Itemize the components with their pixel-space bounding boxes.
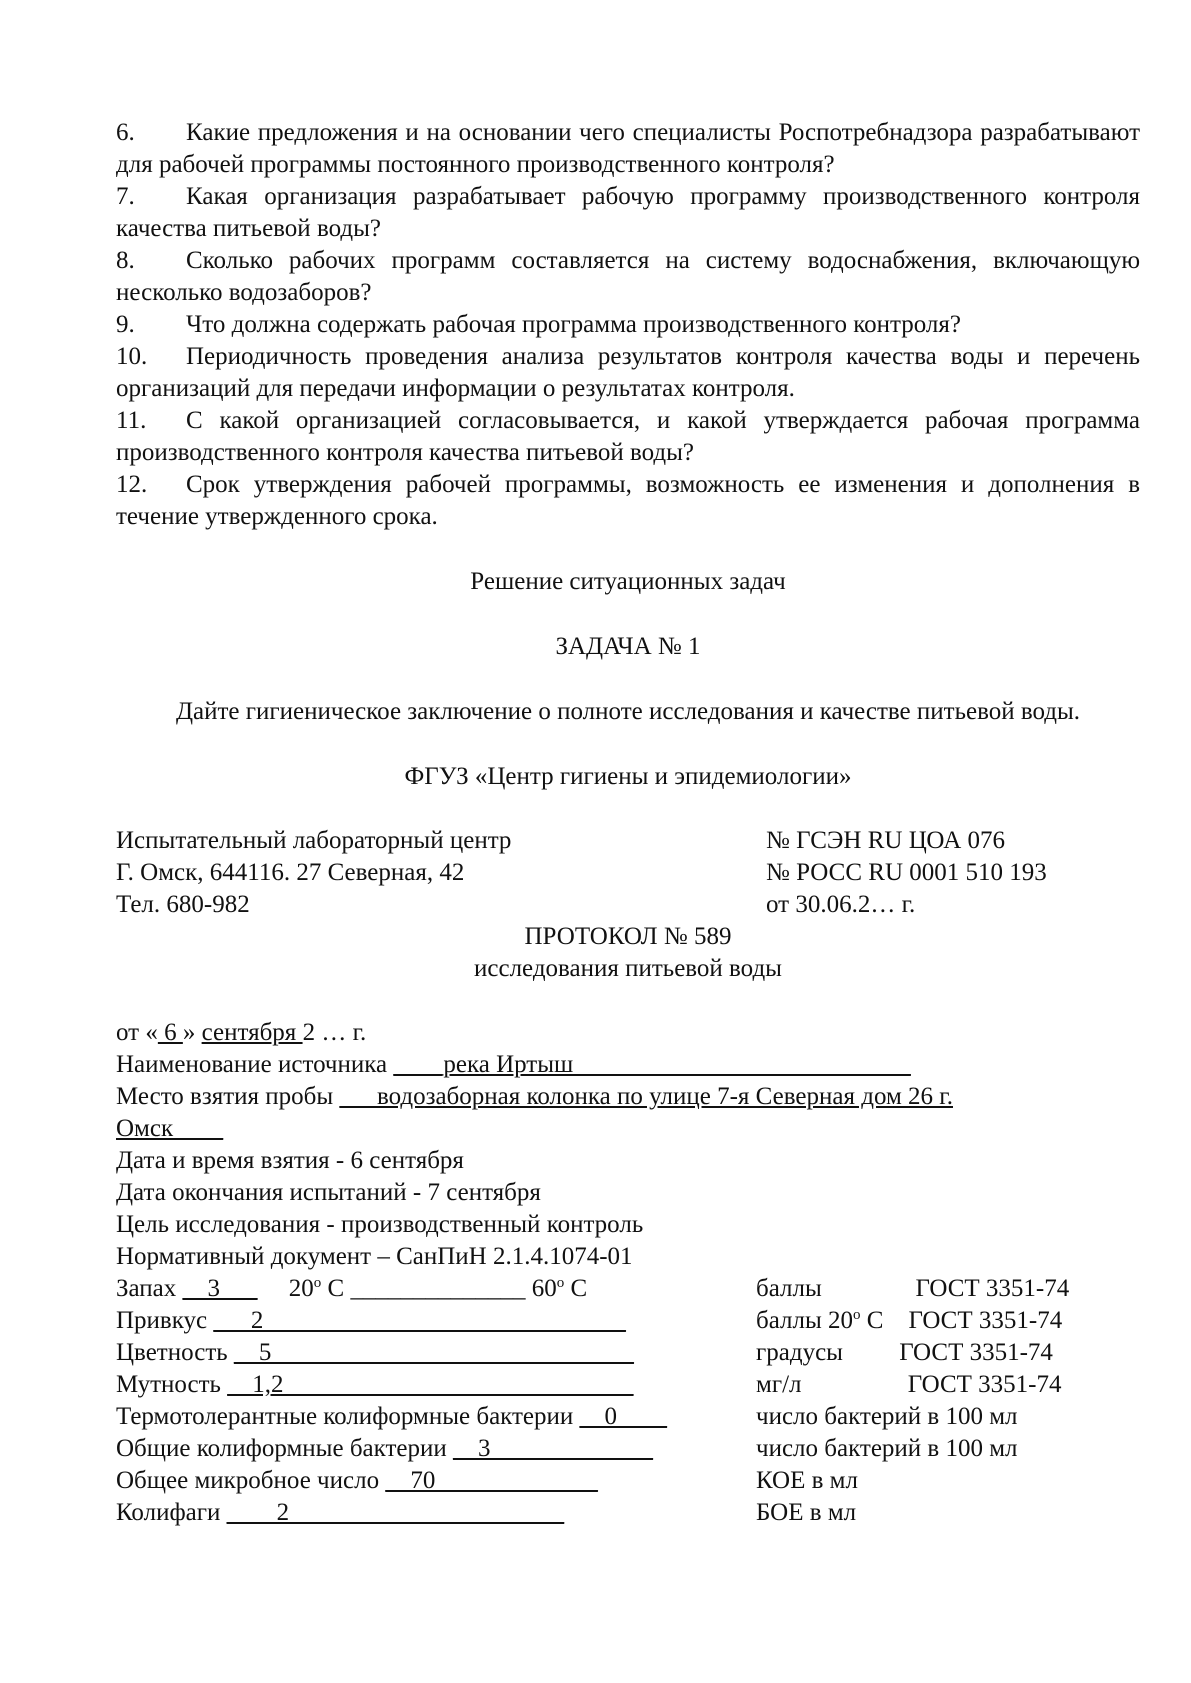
measure-unit-method — [756, 1273, 1069, 1305]
question-text: С какой организацией согласовывается, и какой утверждается рабочая программа производственного контроля качества питьевой воды? — [116, 407, 1140, 466]
measure-unit: баллы 20 — [756, 1307, 854, 1334]
place-value: ___водозаборная колонка по улице 7-я Северная дом 26 г. — [339, 1083, 953, 1110]
measure-unit-method — [756, 1369, 1061, 1401]
measure-label: Запах — [116, 1275, 183, 1302]
date-separator: » — [182, 1019, 202, 1046]
question-number: 8. — [116, 247, 135, 274]
lab-accreditation-block — [766, 825, 1047, 921]
question-item — [116, 341, 1140, 405]
measure-row — [116, 1497, 1140, 1529]
measure-row-smell — [116, 1273, 1140, 1305]
measure-name — [116, 1465, 598, 1497]
question-item — [116, 469, 1140, 533]
question-number: 10. — [116, 343, 148, 370]
question-number: 7. — [116, 183, 135, 210]
measure-label: Колифаги — [116, 1499, 227, 1526]
question-text: Что должна содержать рабочая программа производственного контроля? — [186, 311, 961, 338]
measure-taste — [116, 1305, 626, 1337]
measure-name — [116, 1369, 633, 1401]
lab-phone: Тел. 680-982 — [116, 891, 250, 918]
measure-name — [116, 1433, 653, 1465]
question-item — [116, 245, 1140, 309]
info-line: Нормативный документ – СанПиН 2.1.4.1074-01 — [116, 1243, 633, 1270]
lab-details — [116, 825, 1140, 921]
measure-unit-method — [756, 1465, 858, 1497]
measure-unit-method — [756, 1433, 1018, 1465]
measure-name — [116, 1497, 564, 1529]
date-month: сентября — [201, 1019, 303, 1046]
measure-row — [116, 1369, 1140, 1401]
question-text: Какие предложения и на основании чего специалисты Роспотребнадзора разрабатывают для рабочей программы постоянного производственного контроля? — [116, 119, 1140, 178]
measure-row — [116, 1433, 1140, 1465]
registration-number: № РОСС RU 0001 510 193 — [766, 859, 1047, 886]
measure-value: __3___ — [182, 1275, 258, 1302]
measure-label: Общее микробное число — [116, 1467, 386, 1494]
measure-row-taste — [116, 1305, 1140, 1337]
question-text: Какая организация разрабатывает рабочую программу производственного контроля качества питьевой воды? — [116, 183, 1140, 242]
protocol-subtitle: исследования питьевой воды — [474, 955, 782, 982]
measure-method: ГОСТ 3351-74 — [915, 1275, 1070, 1302]
info-line: Дата окончания испытаний - 7 сентября — [116, 1179, 541, 1206]
blank-line: ______________ — [350, 1275, 526, 1302]
info-line: Цель исследования - производственный контроль — [116, 1211, 644, 1238]
measure-value: __0____ — [579, 1403, 668, 1430]
temp-unit: С — [327, 1275, 345, 1302]
question-item — [116, 181, 1140, 245]
place-line-cont — [116, 1113, 1140, 1145]
measure-label: Мутность — [116, 1371, 228, 1398]
measure-unit: баллы — [756, 1275, 822, 1302]
measure-value: __1,2____________________________ — [227, 1371, 634, 1398]
measure-method: ГОСТ 3351-74 — [907, 1371, 1062, 1398]
date-prefix: от « — [116, 1019, 158, 1046]
task-title: ЗАДАЧА № 1 — [555, 633, 701, 660]
question-text: Сколько рабочих программ составляется на систему водоснабжения, включающую несколько водозаборов? — [116, 247, 1140, 306]
measure-unit: число бактерий в 100 мл — [756, 1435, 1018, 1462]
measure-row — [116, 1465, 1140, 1497]
question-number: 11. — [116, 407, 147, 434]
measure-label: Цветность — [116, 1339, 234, 1366]
measure-value: __5_____________________________ — [233, 1339, 634, 1366]
accreditation-date: от 30.06.2… г. — [766, 891, 916, 918]
section-title: Решение ситуационных задач — [470, 568, 786, 595]
source-label: Наименование источника — [116, 1051, 394, 1078]
question-item — [116, 117, 1140, 181]
measure-name — [116, 1337, 634, 1369]
measure-unit: число бактерий в 100 мл — [756, 1403, 1018, 1430]
question-text: Срок утверждения рабочей программы, возможность ее изменения и дополнения в течение утвержденного срока. — [116, 471, 1140, 530]
question-item — [116, 309, 1140, 341]
question-number: 6. — [116, 119, 135, 146]
measure-smell: Запах __3___ 20$^o$ С ______________ 60$^o$ С — [116, 1275, 588, 1302]
lab-address: Г. Омск, 644116. 27 Северная, 42 — [116, 859, 465, 886]
measure-name — [116, 1401, 667, 1433]
measure-label: Общие колиформные бактерии — [116, 1435, 453, 1462]
task-text: Дайте гигиеническое заключение о полноте исследования и качестве питьевой воды. — [175, 698, 1081, 725]
measure-row — [116, 1401, 1140, 1433]
protocol-fields — [116, 1017, 1140, 1529]
question-item — [116, 405, 1140, 469]
measure-value: ____2______________________ — [226, 1499, 565, 1526]
lab-address-block — [116, 825, 511, 921]
date-day: 6 — [157, 1019, 183, 1046]
measure-row — [116, 1337, 1140, 1369]
source-value: ____река Иртыш___________________________ — [393, 1051, 911, 1078]
document-page — [116, 117, 1140, 1529]
place-line — [116, 1081, 1140, 1113]
source-line — [116, 1049, 1140, 1081]
temp-unit: С — [570, 1275, 588, 1302]
place-label: Место взятия пробы — [116, 1083, 340, 1110]
measure-unit: мг/л — [756, 1371, 802, 1398]
question-number: 9. — [116, 311, 135, 338]
lab-name: Испытательный лабораторный центр — [116, 827, 512, 854]
measure-value: __3_____________ — [452, 1435, 653, 1462]
place-value-cont: Омск____ — [116, 1115, 224, 1142]
measure-label: Привкус — [116, 1307, 214, 1334]
temp-value: 20 — [288, 1275, 314, 1302]
measure-value: __70_____________ — [385, 1467, 598, 1494]
measure-unit-method — [756, 1401, 1018, 1433]
measure-method: ГОСТ 3351-74 — [908, 1307, 1063, 1334]
measure-unit: КОЕ в мл — [756, 1467, 858, 1494]
measure-unit-method — [756, 1337, 1053, 1369]
measure-unit-suffix: С — [860, 1307, 884, 1334]
question-number: 12. — [116, 471, 148, 498]
protocol-title: ПРОТОКОЛ № 589 — [524, 923, 732, 950]
measure-unit-method — [756, 1497, 856, 1529]
info-line: Дата и время взятия - 6 сентября — [116, 1147, 464, 1174]
organization-name: ФГУЗ «Центр гигиены и эпидемиологии» — [404, 763, 852, 790]
temp-value: 60 — [531, 1275, 557, 1302]
questions-list — [116, 117, 1140, 533]
question-text: Периодичность проведения анализа результатов контроля качества воды и перечень организаций для передачи информации о результатах контроля. — [116, 343, 1140, 402]
measure-value: ___2_____________________________ — [213, 1307, 626, 1334]
measure-unit-method: баллы 20$^o$ С ГОСТ 3351-74 — [756, 1307, 1063, 1334]
accreditation-number: № ГСЭН RU ЦОА 076 — [766, 827, 1006, 854]
measure-method: ГОСТ 3351-74 — [899, 1339, 1053, 1366]
protocol-date — [116, 1017, 1140, 1049]
measure-unit: БОЕ в мл — [756, 1499, 857, 1526]
date-year: 2 … г. — [302, 1019, 367, 1046]
measure-label: Термотолерантные колиформные бактерии — [116, 1403, 580, 1430]
measure-unit: градусы — [756, 1339, 843, 1366]
